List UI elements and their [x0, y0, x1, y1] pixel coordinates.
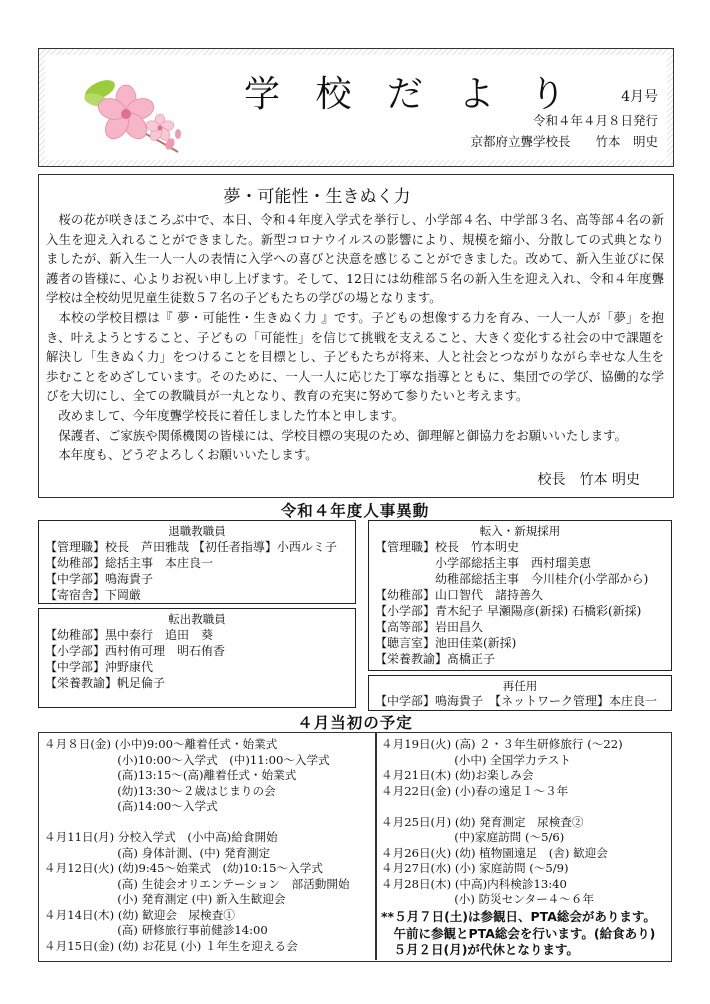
new-staff-line: 【聴言室】池田佳菜(新採)	[375, 636, 517, 650]
reappointed-box	[368, 675, 672, 711]
schedule-entry: ４月27日(水) (小) 家庭訪問 (～5/9)	[381, 861, 569, 875]
message-paragraph: 改めまして、今年度聾学校長に着任しました竹本と申します。	[58, 407, 405, 423]
message-paragraph: 本年度も、どうぞよろしくお願いいたします。	[58, 447, 318, 463]
schedule-entry: ４月28日(木) (中高)内科検診13:40	[381, 876, 567, 891]
retired-title: 退職教職員	[168, 524, 226, 538]
new-staff-box	[368, 520, 672, 671]
transferred-out-line: 【小学部】西村侑可理 明石侑香	[45, 644, 226, 658]
retired-line: 【管理職】校長 芦田雅哉 【初任者指導】小西ルミ子	[45, 540, 337, 554]
schedule-entry: (高)13:15～(高)離着任式・始業式	[44, 768, 297, 782]
new-staff-line: 【栄養教諭】髙橋正子	[375, 652, 496, 666]
cherry-blossom-icon	[78, 70, 183, 155]
schedule-entry: ４月14日(木) (幼) 歓迎会 尿検査①	[44, 907, 235, 922]
schedule-entry: (幼)13:30～２歳はじまりの会	[44, 783, 276, 798]
new-staff-title: 転入・新規採用	[479, 524, 561, 538]
schedule-entry: (小) 防災センター４～６年	[381, 892, 595, 906]
publisher: 京都府立聾学校長 竹本 明史	[470, 134, 658, 149]
schedule-heading: ４月当初の予定	[297, 714, 413, 732]
personnel-heading: 令和４年度人事異動	[280, 502, 430, 520]
newsletter-title: 学 校 だ よ り	[244, 74, 578, 115]
message-paragraph: 保護者、ご家族や関係機関の皆様には、学校目標の実現のため、御理解と御協力をお願いいたします。	[58, 427, 627, 443]
schedule-entry: ４月26日(火) (幼) 植物園遠足 (舎) 歓迎会	[381, 845, 608, 860]
transferred-out-title: 転出教職員	[168, 612, 226, 626]
schedule-entry: (小)10:00～入学式 (中)11:00～入学式	[44, 752, 330, 767]
issue-label: 4月号	[621, 89, 658, 105]
schedule-entry: (高)14:00～入学式	[44, 799, 218, 813]
schedule-note: **５月７日(土)は参観日、PTA総会があります。	[381, 909, 656, 924]
schedule-entry: ４月11日(月) 分校入学式 (小中高)給食開始	[44, 830, 278, 844]
schedule-note: 午前に参観とPTA総会を行います。(給食あり)	[381, 925, 656, 941]
schedule-entry: (中)家庭訪問 (～5/6)	[381, 830, 565, 844]
schedule-entry: (高) 生徒会オリエンテーション 部活動開始	[44, 876, 350, 891]
publish-date: 令和４年４月８日発行	[532, 113, 658, 128]
reappointed-line: 【中学部】鳴海貴子 【ネットワーク管理】本庄良一	[375, 694, 658, 708]
retired-line: 【幼稚部】総括主事 本庄良一	[45, 556, 214, 570]
transferred-out-line: 【栄養教諭】帆足倫子	[45, 676, 166, 690]
message-title: 夢・可能性・生きぬく力	[223, 187, 411, 207]
message-signature: 校長 竹本 明史	[537, 472, 640, 488]
new-staff-line: 小学部総括主事 西村瑠美恵	[375, 556, 592, 570]
schedule-entry: ４月12日(火) (幼)9:45～始業式 (幼)10:15～入学式	[44, 861, 323, 875]
schedule-entry: ４月25日(月) (幼) 発育測定 尿検査②	[381, 814, 584, 829]
schedule-divider	[375, 732, 377, 960]
schedule-entry: (小) 発育測定 (中) 新入生歓迎会	[44, 892, 286, 906]
message-body	[46, 210, 664, 465]
schedule-entry: ４月21日(木) (幼)お楽しみ会	[381, 768, 534, 782]
message-paragraph: 桜の花が咲きほころぶ中で、本日、令和４年度入学式を挙行し、小学部４名、中学部３名、高等部４名の新入生を迎え入れることができました。新型コロナウイルスの影響により、規模を縮小、分散しての式典となりましたが、新入生一人一人の表情に入学への喜びと決意を感じることができました。改めて、新入生並びに保護者の皆様に、心よりお祝い申し上げます。そして、12日には幼稚部５名の新入生を迎え入れ、令和４年度聾学校は全校幼児児童生徒数５７名の子どもたちの学びの場となります。	[46, 212, 664, 306]
schedule-entry: ４月22日(金) (小)春の遠足１～３年	[381, 783, 569, 798]
schedule-note: ５月２日(月)が代休となります。	[381, 942, 579, 957]
new-staff-line: 【幼稚部】山口智代 諸持善久	[375, 588, 544, 602]
schedule-entry: (小中) 全国学力テスト	[381, 752, 571, 767]
retired-line: 【中学部】鳴海貴子	[45, 572, 154, 586]
schedule-entry: (高) 身体計測、(中) 発育測定	[44, 845, 271, 860]
new-staff-line: 【高等部】岩田昌久	[375, 620, 484, 634]
transferred-out-line: 【中学部】沖野康代	[45, 660, 154, 674]
new-staff-line: 【小学部】青木紀子 早瀬陽彦(新採) 石橋彩(新採)	[375, 604, 642, 618]
reappointed-title: 再任用	[502, 679, 538, 693]
transferred-out-box	[38, 608, 356, 708]
schedule-entry: ４月19日(火) (高) ２・３年生研修旅行 (～22)	[381, 737, 623, 751]
transferred-out-line: 【幼稚部】黒中泰行 追田 葵	[45, 628, 214, 642]
new-staff-line: 幼稚部総括主事 今川桂介(小学部から)	[375, 572, 649, 586]
message-paragraph: 本校の学校目標は『 夢・可能性・生きぬく力 』です。子どもの想像する力を育み、一人一人が「夢」を抱き、叶えようとすること、子どもの「可能性」を信じて挑戦を支えること、大きく変化する社会の中で課題を解決し「生きぬく力」をつけることを目標とし、子どもたちが将来、人と社会とつながりながら幸せな人生を歩むことをめざしています。そのために、一人一人に応じた丁寧な指導とともに、集団での学び、協働的な学びを大切にし、全ての教職員が一丸となり、教育の充実に努めて参りたいと考えます。	[46, 309, 664, 404]
schedule-entry: ４月８日(金) (小中)9:00～離着任式・始業式	[44, 737, 278, 751]
retired-box	[38, 520, 356, 604]
schedule-entry: ４月15日(金) (幼) お花見 (小) １年生を迎える会	[44, 938, 298, 953]
schedule-entry: (高) 研修旅行事前健診14:00	[44, 923, 268, 937]
retired-line: 【寄宿舎】下岡厳	[45, 588, 142, 602]
new-staff-line: 【管理職】校長 竹本明史	[375, 540, 520, 554]
